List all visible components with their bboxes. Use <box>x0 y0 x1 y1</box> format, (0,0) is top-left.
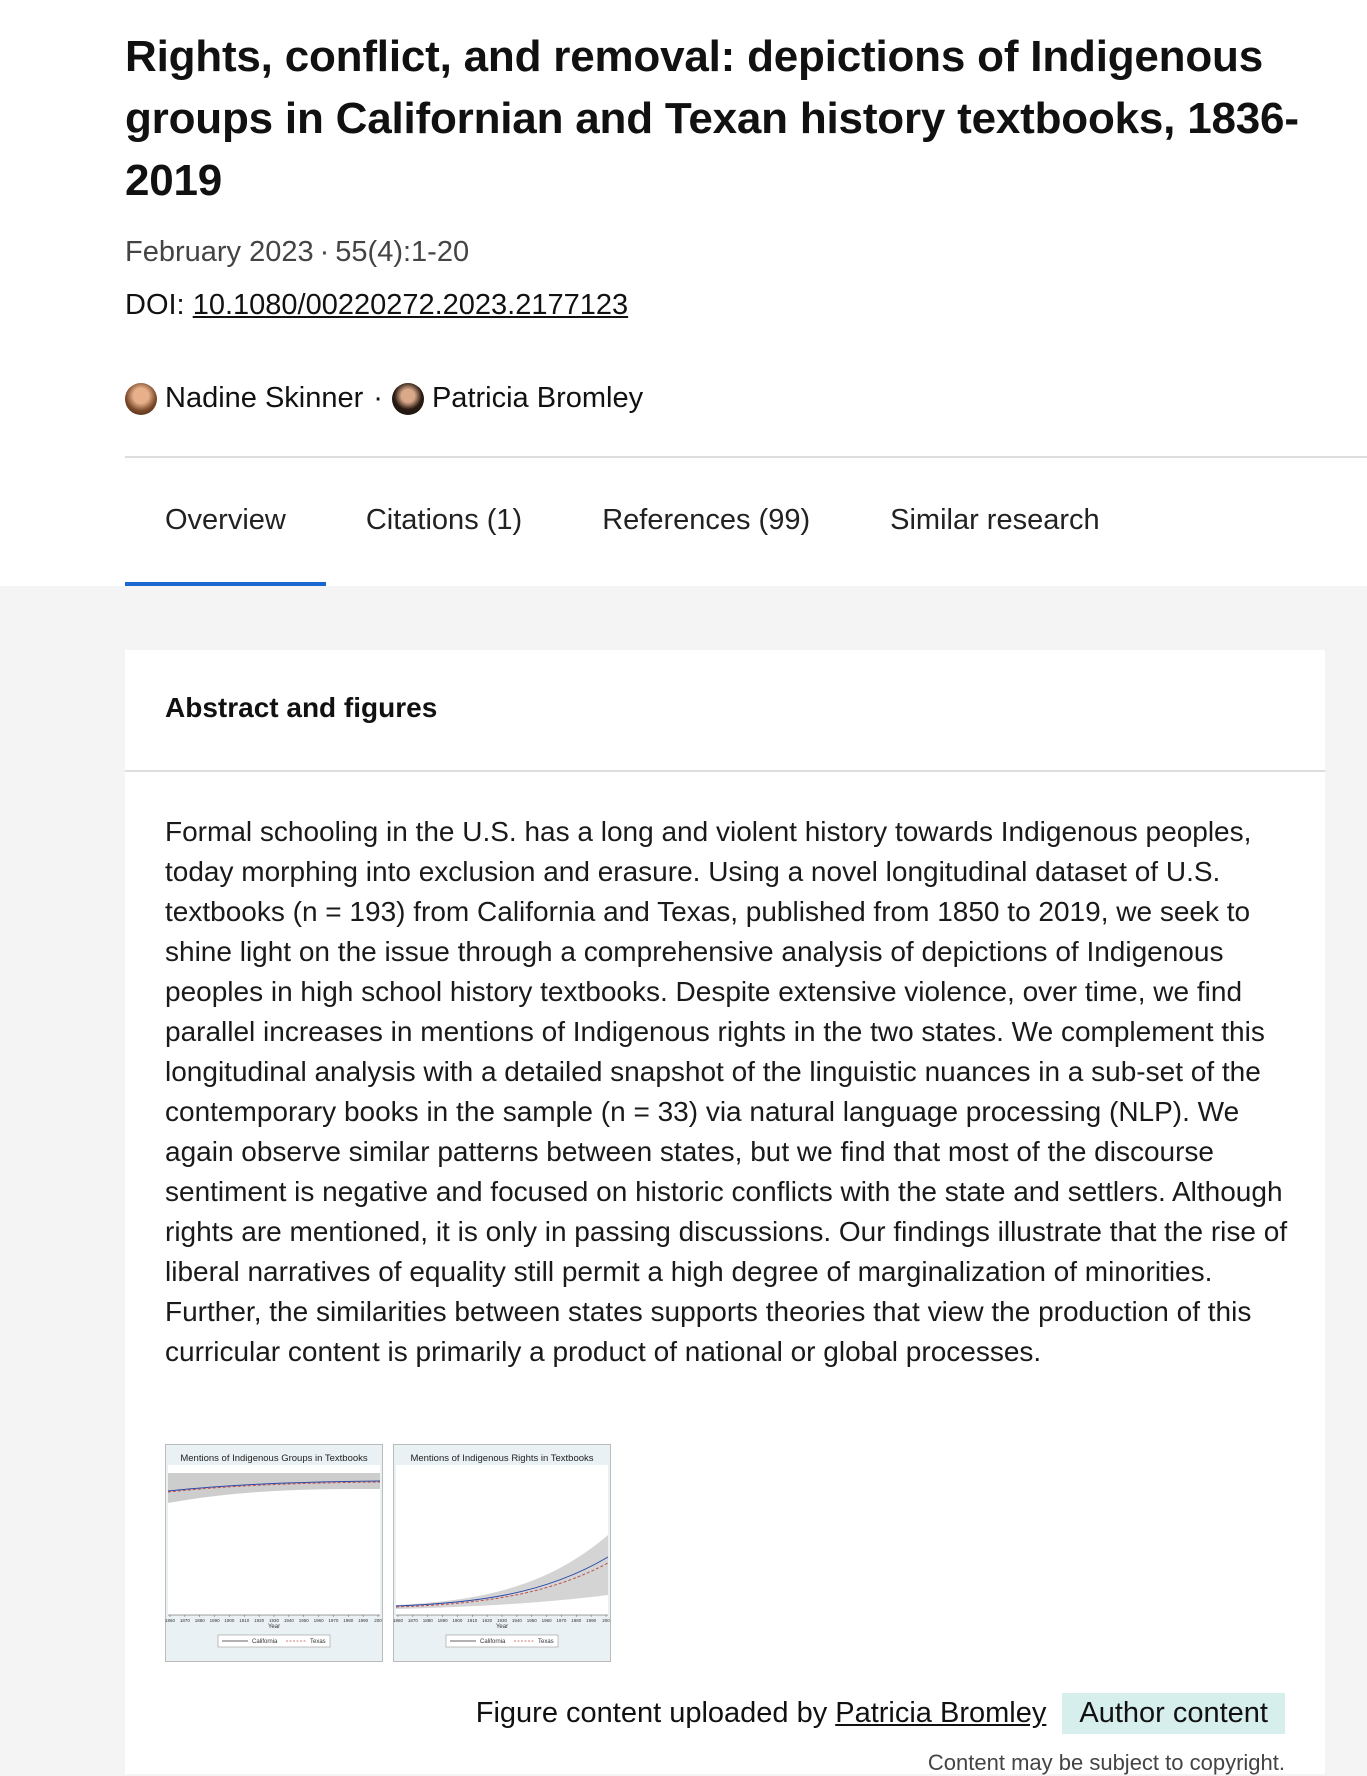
x-tick-label: 1940 <box>283 1618 294 1623</box>
legend-california: California <box>252 1639 278 1645</box>
meta-separator: · <box>319 236 330 268</box>
x-tick-label: 1900 <box>224 1618 235 1623</box>
x-tick-label: 1910 <box>467 1618 478 1623</box>
figure-groups-plot <box>166 1445 382 1661</box>
x-tick-label: 1930 <box>496 1618 508 1623</box>
article-header <box>0 0 1367 586</box>
upload-prefix: Figure content uploaded by <box>475 1697 828 1729</box>
x-tick-label: 1880 <box>422 1618 433 1623</box>
x-tick-label: 1980 <box>343 1618 354 1623</box>
x-tick-label: 1930 <box>268 1618 280 1623</box>
avatar[interactable] <box>392 383 424 415</box>
figure-title: Mentions of Indigenous Rights in Textbooks <box>410 1453 594 1464</box>
figure-title: Mentions of Indigenous Groups in Textbooks <box>180 1453 368 1464</box>
card-header <box>125 650 1325 772</box>
x-tick-label: 1960 <box>541 1618 552 1623</box>
doi-row <box>125 289 628 322</box>
avatar[interactable] <box>125 383 157 415</box>
x-axis-label: Year <box>267 1624 281 1630</box>
figure-thumbnail-rights[interactable] <box>393 1444 611 1662</box>
doi-label: DOI: <box>125 289 185 321</box>
x-tick-label: 1870 <box>179 1618 190 1623</box>
x-tick-label: 1890 <box>209 1618 220 1623</box>
x-axis-label: Year <box>495 1624 509 1630</box>
tab-citations[interactable]: Citations (1) <box>365 504 523 536</box>
abstract-text: Formal schooling in the U.S. has a long and violent history towards Indigenous peoples, today morphing into exclusion and erasure. Using a novel longitudinal dataset of U.S. textbooks (n = 193) from California and Texas, published from 1850 to 2019, we seek to shine light on the issue through a comprehensive analysis of depictions of Indigenous peoples in high school history textbooks. Despite extensive violence, over time, we find parallel increases in mentions of Indigenous rights in the two states. We complement this longitudinal analysis with a detailed snapshot of the linguistic nuances in a sub-set of the contemporary books in the sample (n = 33) via natural language processing (NLP). We again observe similar patterns between states, but we find that most of the discourse sentiment is negative and focused on historic conflicts with the state and settlers. Although rights are mentioned, it is only in passing discussions. Our findings illustrate that the rise of liberal narratives of equality still permit a high degree of marginalization of minorities. Further, the similarities between states supports theories that view the production of this curricular content is primarily a product of national or global processes. <box>165 816 1288 1367</box>
tab-overview[interactable]: Overview <box>125 500 326 586</box>
card-heading: Abstract and figures <box>165 692 438 723</box>
tab-similar-research[interactable]: Similar research <box>890 504 1100 536</box>
figure-thumbnails <box>165 1444 611 1662</box>
x-tick-label: 1910 <box>239 1618 250 1623</box>
x-tick-label: 1970 <box>556 1618 567 1623</box>
tab-references[interactable]: References (99) <box>602 504 811 536</box>
publication-meta <box>125 236 469 269</box>
article-title: Rights, conflict, and removal: depictions of Indigenous groups in Californian and Texan history textbooks, 1836-2019 <box>125 32 1299 205</box>
x-tick-label: 1940 <box>511 1618 522 1623</box>
figure-thumbnail-groups[interactable] <box>165 1444 383 1662</box>
x-tick-label: 1960 <box>313 1618 324 1623</box>
author-list <box>125 382 643 415</box>
figure-rights-plot <box>394 1445 610 1661</box>
publication-date: February 2023 <box>125 236 314 268</box>
x-tick-label: 1900 <box>452 1618 463 1623</box>
x-tick-label: 1970 <box>328 1618 339 1623</box>
x-tick-label: 200 <box>602 1618 610 1623</box>
figure-upload-info <box>476 1693 1285 1734</box>
x-tick-label: 1980 <box>571 1618 582 1623</box>
legend-california: California <box>480 1639 506 1645</box>
uploader-link[interactable]: Patricia Bromley <box>835 1697 1047 1729</box>
abstract-card <box>125 650 1325 1774</box>
author-link-nadine-skinner[interactable]: Nadine Skinner <box>165 382 364 414</box>
x-tick-label: 1860 <box>392 1618 404 1623</box>
header-divider <box>125 456 1367 458</box>
x-tick-label: 1990 <box>586 1618 597 1623</box>
tab-bar <box>125 500 1140 586</box>
x-tick-label: 1950 <box>298 1618 309 1623</box>
author-content-badge: Author content <box>1062 1693 1285 1734</box>
copyright-notice: Content may be subject to copyright. <box>927 1750 1285 1775</box>
x-tick-label: 1860 <box>164 1618 176 1623</box>
x-tick-label: 1920 <box>482 1618 493 1623</box>
legend-texas: Texas <box>310 1639 326 1645</box>
x-tick-label: 1990 <box>358 1618 369 1623</box>
doi-link[interactable]: 10.1080/00220272.2023.2177123 <box>192 289 629 321</box>
x-tick-label: 1950 <box>526 1618 537 1623</box>
x-tick-label: 1870 <box>407 1618 418 1623</box>
author-separator: · <box>373 382 383 414</box>
x-tick-label: 1880 <box>194 1618 205 1623</box>
x-tick-label: 1890 <box>437 1618 448 1623</box>
x-tick-label: 200 <box>374 1618 382 1623</box>
volume-pages: 55(4):1-20 <box>335 236 470 268</box>
x-tick-label: 1920 <box>254 1618 265 1623</box>
author-link-patricia-bromley[interactable]: Patricia Bromley <box>431 382 644 414</box>
legend-texas: Texas <box>538 1639 554 1645</box>
